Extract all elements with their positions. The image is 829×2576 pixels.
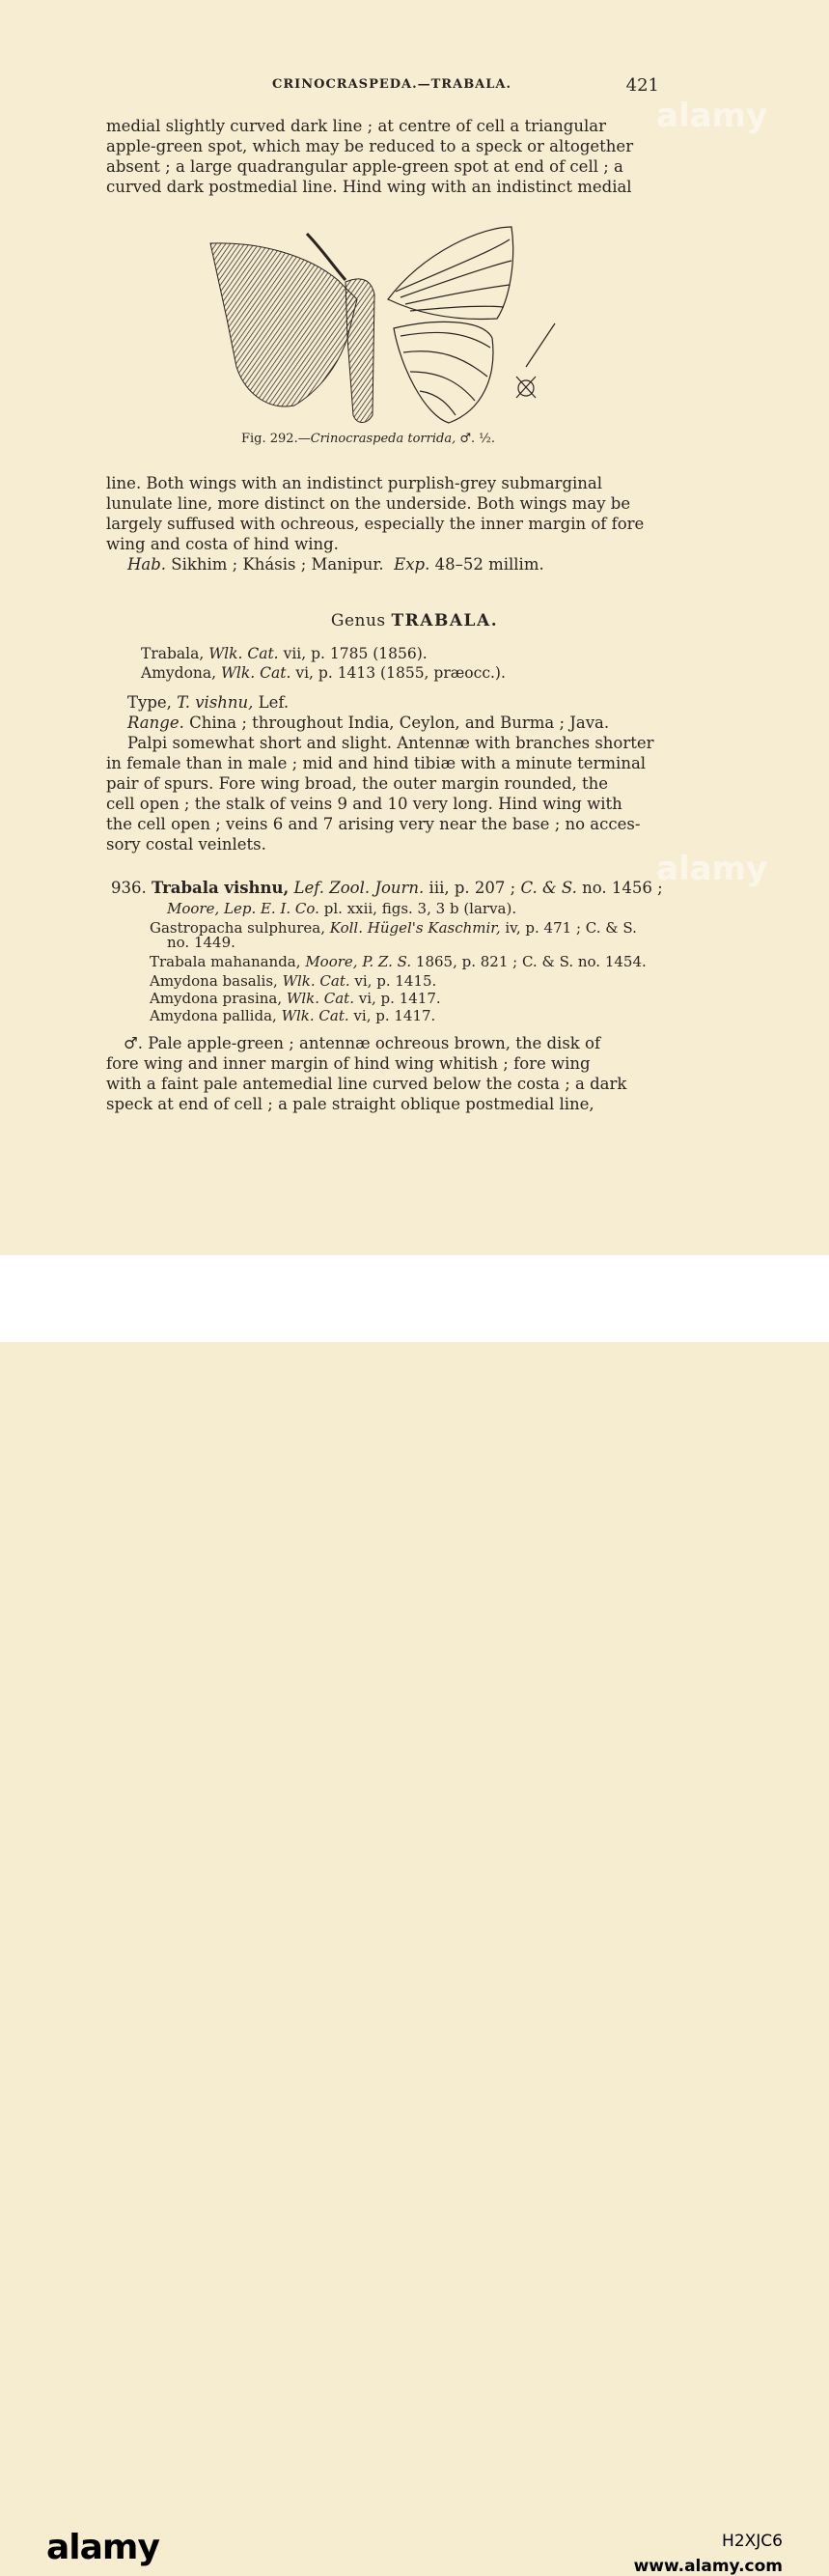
genus-heading [0, 611, 829, 630]
hab-text: Sikhim ; Khásis ; Manipur. [171, 555, 384, 574]
species-synonym [150, 989, 441, 1008]
syn-name: Amydona prasina, [150, 990, 283, 1007]
syn-name: Gastropacha sulphurea, [150, 919, 326, 937]
synonym-rest: vi, p. 1413 (1855, præocc.). [295, 664, 506, 682]
syn-rest: vi, p. 1415. [354, 972, 437, 990]
text-line: wing and costa of hind wing. [106, 535, 339, 553]
synonym-ref: Wlk. Cat. [208, 645, 279, 662]
genus-name: TRABALA. [391, 611, 499, 630]
moth-head-detail [516, 323, 555, 398]
exp-text: 48–52 millim. [434, 555, 544, 574]
text-line: absent ; a large quadrangular apple-green spot at end of cell ; a [106, 157, 623, 176]
moth-illustration [203, 222, 569, 430]
type-label: Type, [127, 693, 172, 712]
text-line: the cell open ; veins 6 and 7 arising very near the base ; no acces- [106, 815, 641, 833]
text-line: sory costal veinlets. [106, 835, 266, 854]
habitat-line [127, 554, 668, 574]
text-line: with a faint pale antemedial line curved below the costa ; a dark [106, 1075, 627, 1093]
syn-rest: 1865, p. 821 ; C. & S. no. 1454. [415, 953, 647, 970]
book-page [0, 0, 829, 1255]
species-synonym [150, 1006, 435, 1025]
footer-bar [0, 1255, 829, 2576]
type-author: Lef. [258, 693, 290, 712]
range-label: Range. [127, 714, 184, 732]
moth-left-half [210, 234, 374, 423]
species-synonym [150, 971, 436, 991]
species-ref-line [167, 899, 516, 918]
species-ref-rest: iii, p. 207 ; [428, 879, 516, 897]
paragraph-3 [106, 733, 660, 854]
text-line: pair of spurs. Fore wing broad, the outer margin rounded, the [106, 774, 608, 793]
syn-name: Trabala mahananda, [150, 953, 301, 970]
figure-scale: ♂. ½. [459, 432, 496, 446]
footer-url[interactable]: www.alamy.com [633, 2557, 783, 2576]
text-line: cell open ; the stalk of veins 9 and 10 very long. Hind wing with [106, 795, 622, 813]
species-entry [111, 879, 663, 897]
type-line [127, 692, 668, 713]
figure-label: Fig. 292.— [241, 432, 311, 446]
species-ref-end: no. 1456 ; [582, 879, 663, 897]
moth-wing-venation [388, 227, 513, 423]
text-line: fore wing and inner margin of hind wing whitish ; fore wing [106, 1054, 591, 1073]
text-line: in female than in male ; mid and hind tibiæ with a minute terminal [106, 754, 647, 772]
text-line: apple-green spot, which may be reduced to a speck or altogether [106, 137, 634, 155]
species-number: 936. [111, 879, 147, 897]
species-name: Trabala vishnu, [152, 879, 290, 897]
syn-ref: Wlk. Cat. [281, 1007, 349, 1024]
species-synonym [150, 952, 647, 971]
text-line: line. Both wings with an indistinct purplish-grey submarginal [106, 474, 603, 492]
paragraph-4 [106, 1033, 660, 1114]
watermark: alamy [656, 97, 768, 135]
range-line [127, 713, 668, 733]
species-ref-rest: pl. xxii, figs. 3, 3 b (larva). [323, 900, 517, 917]
syn-ref: Moore, P. Z. S. [305, 953, 412, 970]
text-line: ♂. Pale apple-green ; antennæ ochreous brown, the disk of [124, 1034, 601, 1052]
synonym-rest: vii, p. 1785 (1856). [283, 645, 428, 662]
syn-ref: Koll. Hügel's Kaschmir, [329, 919, 501, 937]
syn-ref: Wlk. Cat. [282, 972, 350, 990]
page-number: 421 [625, 75, 659, 96]
syn-name: Amydona pallida, [150, 1007, 277, 1024]
text-line: largely suffused with ochreous, especially the inner margin of fore [106, 515, 645, 533]
range-text: China ; throughout India, Ceylon, and Burma ; Java. [189, 714, 610, 732]
text-line: curved dark postmedial line. Hind wing with an indistinct medial [106, 178, 632, 196]
synonym-name: Trabala, [141, 645, 205, 662]
hab-label: Hab. [127, 555, 167, 574]
text-line: lunulate line, more distinct on the underside. Both wings may be [106, 494, 631, 513]
figure-species: Crinocraspeda torrida, [310, 432, 456, 446]
syn-rest: vi, p. 1417. [358, 990, 441, 1007]
syn-ref: Wlk. Cat. [286, 990, 354, 1007]
synonym-line [141, 663, 506, 683]
text-line: medial slightly curved dark line ; at centre of cell a triangular [106, 117, 606, 135]
syn-name: Amydona basalis, [150, 972, 278, 990]
text-line: speck at end of cell ; a pale straight oblique postmedial line, [106, 1095, 594, 1113]
species-synonym [167, 933, 235, 952]
image-id: H2XJC6 [722, 2532, 783, 2551]
watermark: alamy [656, 850, 768, 888]
running-title: CRINOCRASPEDA.—TRABALA. [272, 77, 512, 92]
species-cs: C. & S. [520, 879, 577, 897]
exp-label: Exp. [394, 555, 430, 574]
type-species: T. vishnu, [177, 693, 254, 712]
species-ref: Lef. Zool. Journ. [293, 879, 425, 897]
syn-rest: no. 1449. [167, 934, 235, 951]
syn-rest: iv, p. 471 ; C. & S. [505, 919, 637, 937]
genus-prefix: Genus [330, 611, 386, 630]
species-ref: Moore, Lep. E. I. Co. [167, 900, 319, 917]
figure-caption [241, 432, 495, 446]
syn-rest: vi, p. 1417. [353, 1007, 436, 1024]
alamy-logo: alamy [46, 2528, 159, 2567]
synonym-ref: Wlk. Cat. [221, 664, 291, 682]
synonym-name: Amydona, [141, 664, 217, 682]
paragraph-2 [106, 473, 660, 554]
text-line: Palpi somewhat short and slight. Antennæ with branches shorter [127, 734, 654, 752]
synonym-line [141, 644, 428, 663]
paragraph-1 [106, 116, 660, 197]
